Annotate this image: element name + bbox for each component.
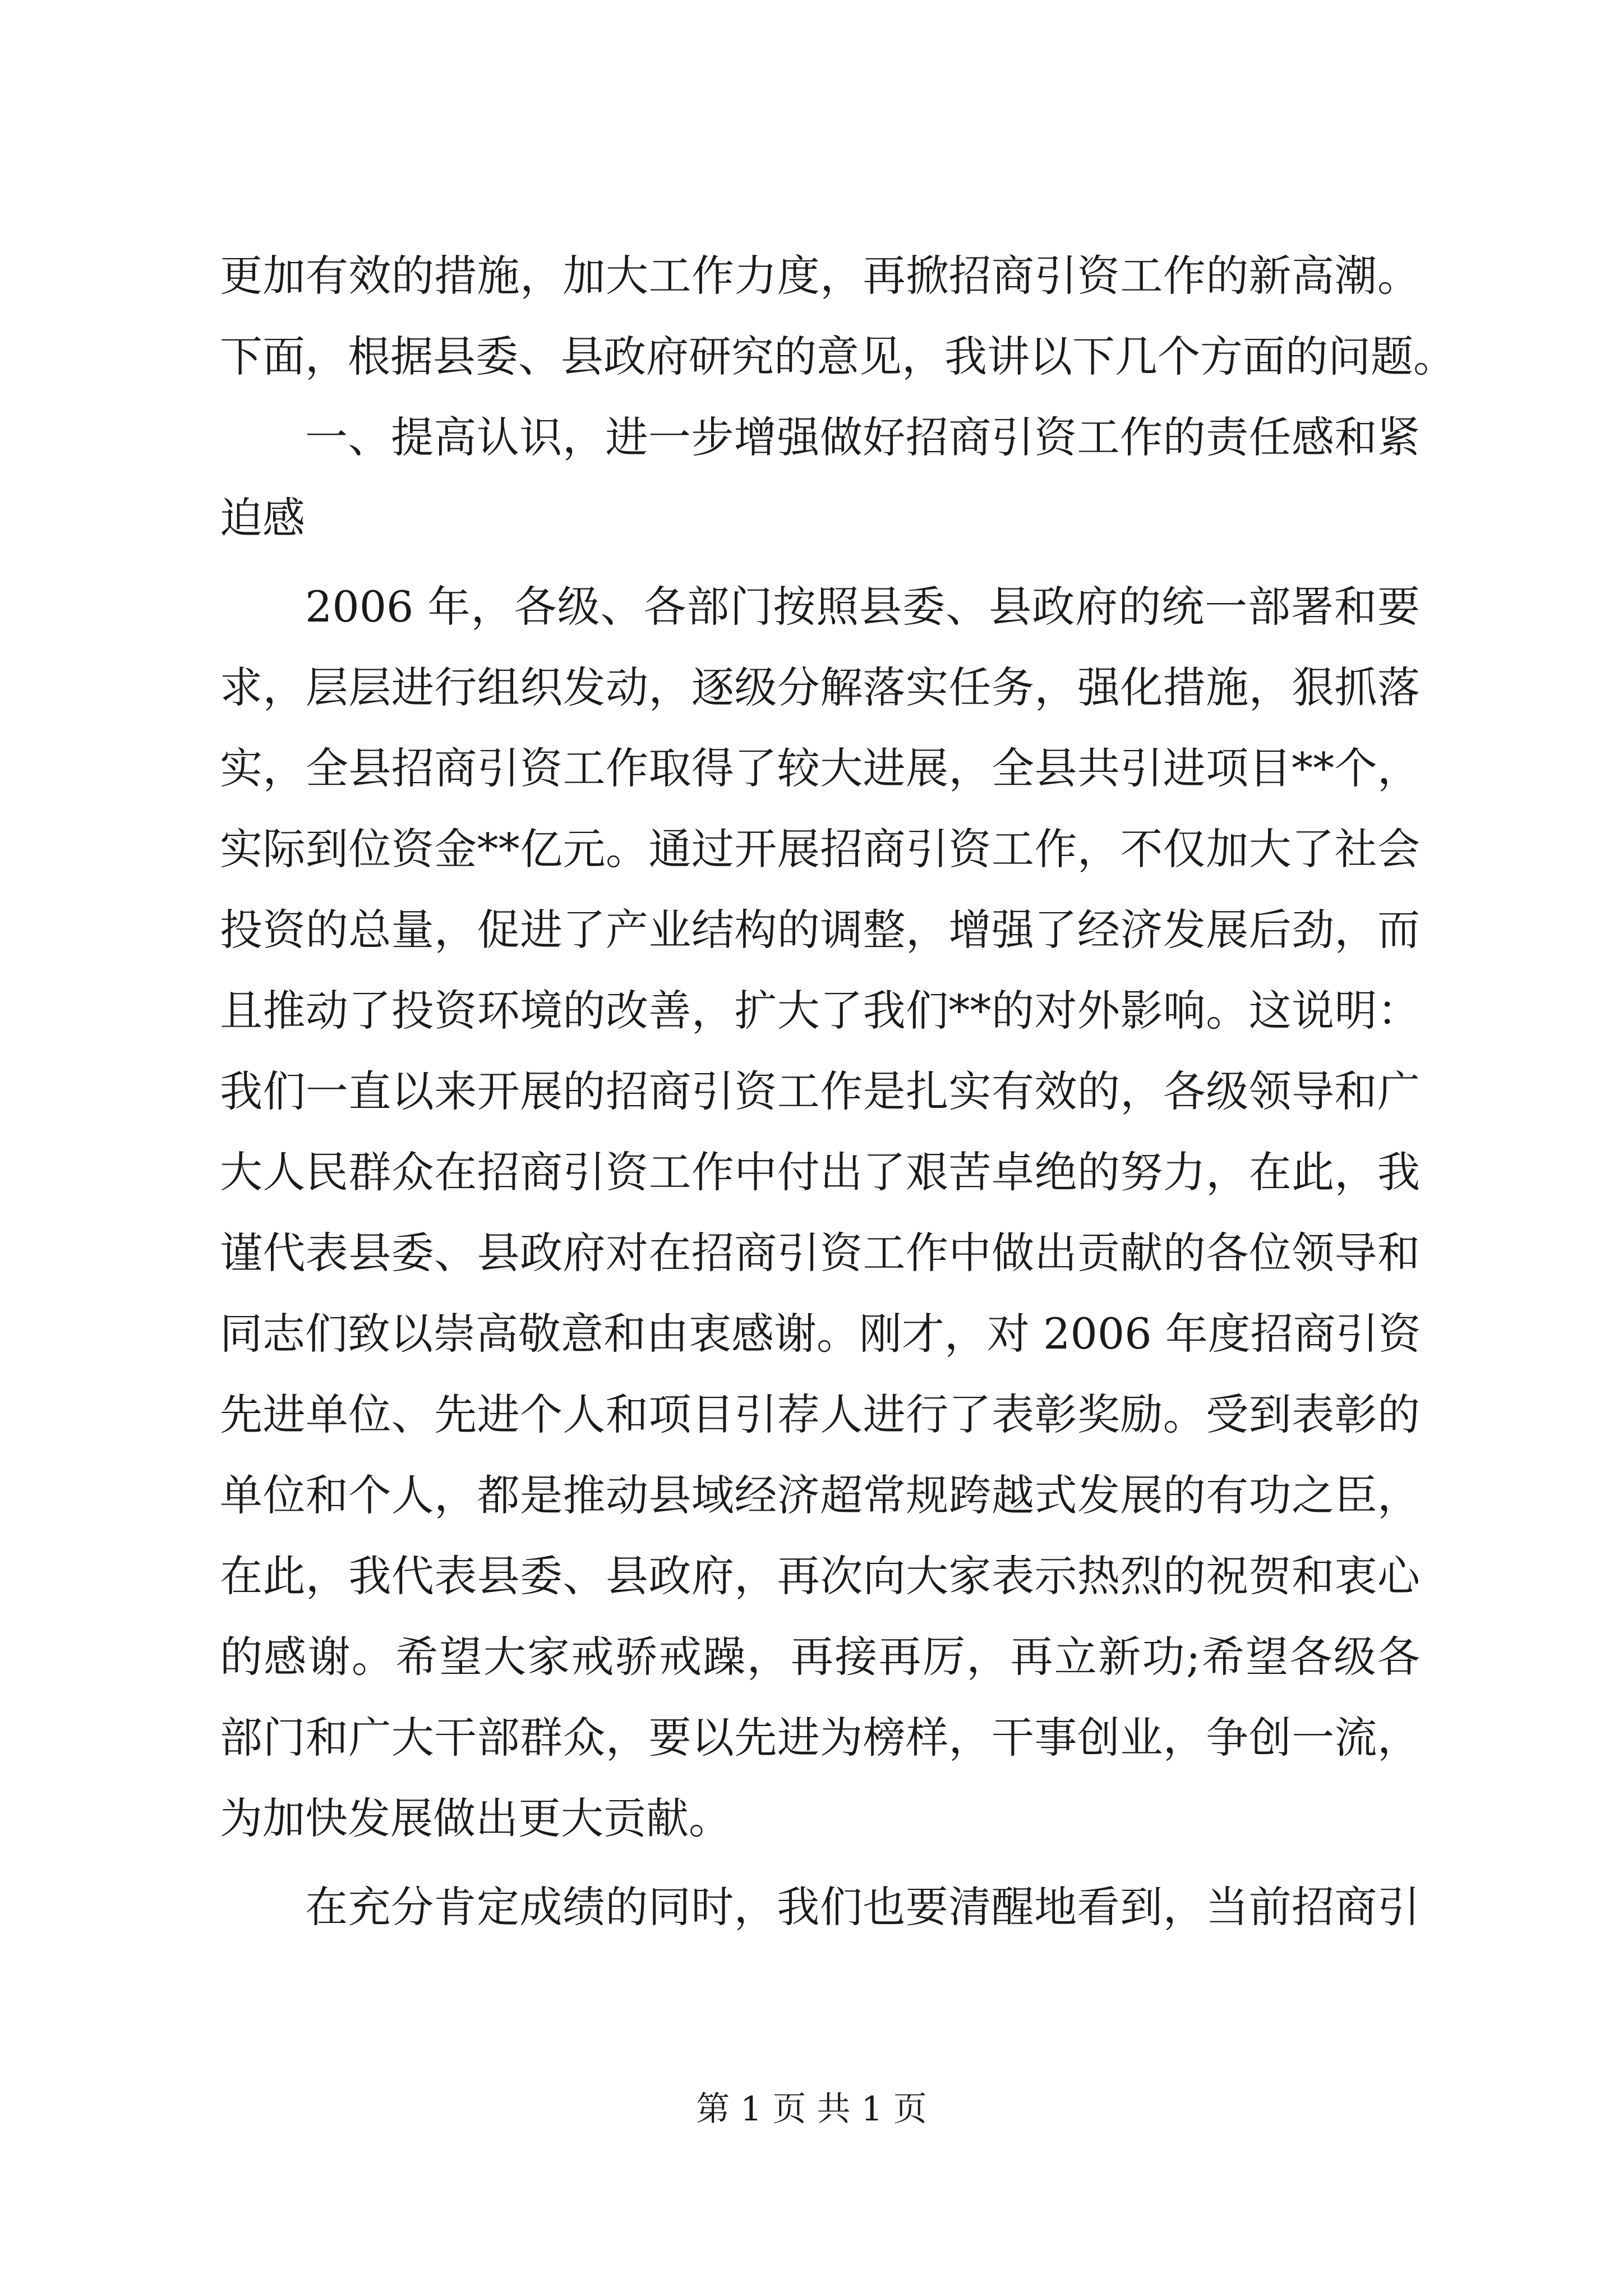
- text-line: 2006 年，各级、各部门按照县委、县政府的统一部署和要: [305, 582, 1420, 632]
- text-line: 实际到位资金**亿元。通过开展招商引资工作，不仅加大了社会: [220, 824, 1420, 874]
- text-line: 同志们致以崇高敬意和由衷感谢。刚才，对 2006 年度招商引资: [220, 1309, 1421, 1359]
- text-line: 谨代表县委、县政府对在招商引资工作中做出贡献的各位领导和: [220, 1228, 1420, 1278]
- text-line: 求，层层进行组织发动，逐级分解落实任务，强化措施，狠抓落: [220, 662, 1420, 712]
- text-line: 在此，我代表县委、县政府，再次向大家表示热烈的祝贺和衷心: [220, 1551, 1420, 1601]
- text-line: 投资的总量，促进了产业结构的调整，增强了经济发展后劲，而: [220, 905, 1420, 955]
- text-line: 实，全县招商引资工作取得了较大进展，全县共引进项目**个，: [220, 743, 1420, 793]
- text-line: 大人民群众在招商引资工作中付出了艰苦卓绝的努力，在此，我: [220, 1147, 1420, 1197]
- section-heading-line: 一、提高认识，进一步增强做好招商引资工作的责任感和紧: [305, 412, 1420, 462]
- text-line: 的感谢。希望大家戒骄戒躁，再接再厉，再立新功;希望各级各: [220, 1632, 1420, 1682]
- text-line: 且推动了投资环境的改善，扩大了我们**的对外影响。这说明：: [220, 986, 1420, 1036]
- text-line: 我们一直以来开展的招商引资工作是扎实有效的，各级领导和广: [220, 1066, 1420, 1116]
- text-line: 为加快发展做出更大贡献。: [220, 1793, 731, 1843]
- text-line: 单位和个人，都是推动县域经济超常规跨越式发展的有功之臣，: [220, 1470, 1420, 1520]
- text-line: 先进单位、先进个人和项目引荐人进行了表彰奖励。受到表彰的: [220, 1389, 1420, 1439]
- text-line: 下面，根据县委、县政府研究的意见，我讲以下几个方面的问题。: [220, 332, 1456, 381]
- text-line: 在充分肯定成绩的同时，我们也要清醒地看到，当前招商引: [305, 1882, 1420, 1932]
- section-heading-line: 迫感: [220, 493, 305, 543]
- text-line: 部门和广大干部群众，要以先进为榜样，干事创业，争创一流，: [220, 1713, 1420, 1763]
- text-line: 更加有效的措施，加大工作力度，再掀招商引资工作的新高潮。: [220, 251, 1420, 301]
- document-body: [220, 236, 1456, 1948]
- page-footer: 第 1 页 共 1 页: [696, 2090, 927, 2129]
